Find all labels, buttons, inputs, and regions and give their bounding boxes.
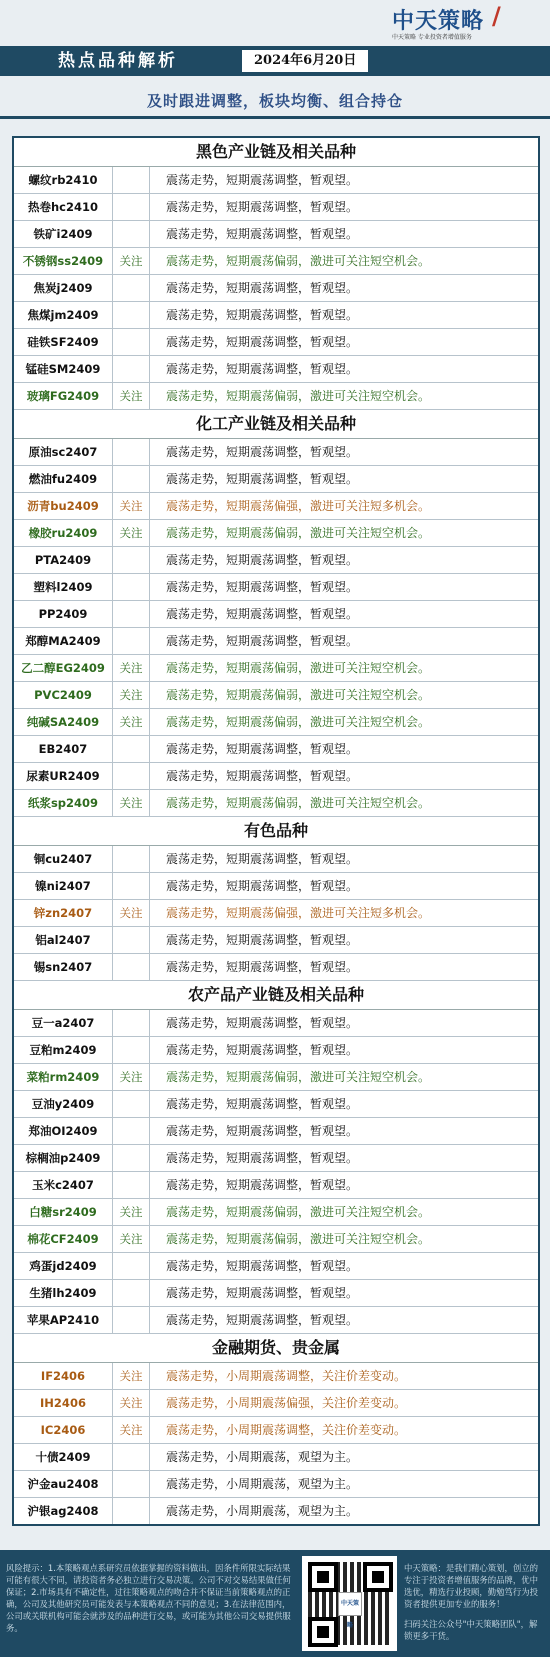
strategy-comment: 震荡走势，短期震荡偏弱，激进可关注短空机会。 bbox=[166, 389, 431, 403]
focus-tag: 关注 bbox=[113, 709, 150, 735]
section-header: 农产品产业链及相关品种 bbox=[14, 981, 538, 1010]
contract-name: 棕榈油p2409 bbox=[14, 1145, 113, 1171]
strategy-comment: 震荡走势，短期震荡偏弱，激进可关注短空机会。 bbox=[166, 688, 431, 702]
section-header: 有色品种 bbox=[14, 817, 538, 846]
focus-tag bbox=[113, 167, 150, 193]
section-header: 黑色产业链及相关品种 bbox=[14, 138, 538, 167]
strategy-comment: 震荡走势，小周期震荡，观望为主。 bbox=[166, 1504, 359, 1518]
strategy-comment: 震荡走势，短期震荡调整，暂观望。 bbox=[166, 933, 359, 947]
strategy-comment: 震荡走势，短期震荡调整，暂观望。 bbox=[166, 769, 359, 783]
table-row bbox=[14, 329, 538, 356]
table-row bbox=[14, 547, 538, 574]
strategy-comment: 震荡走势，短期震荡调整，暂观望。 bbox=[166, 607, 359, 621]
focus-tag: 关注 bbox=[113, 1226, 150, 1252]
contract-name: 螺纹rb2410 bbox=[14, 167, 113, 193]
table-row bbox=[14, 1010, 538, 1037]
focus-tag bbox=[113, 1037, 150, 1063]
focus-tag bbox=[113, 1172, 150, 1198]
strategy-comment: 震荡走势，短期震荡调整，暂观望。 bbox=[166, 472, 359, 486]
strategy-comment: 震荡走势，短期震荡调整，暂观望。 bbox=[166, 308, 359, 322]
table-row bbox=[14, 221, 538, 248]
strategy-comment: 震荡走势，短期震荡偏弱，激进可关注短空机会。 bbox=[166, 1205, 431, 1219]
contract-name: 豆粕m2409 bbox=[14, 1037, 113, 1063]
focus-tag bbox=[113, 1091, 150, 1117]
strategy-comment: 震荡走势，小周期震荡调整，关注价差变动。 bbox=[166, 1423, 407, 1437]
report-subtitle: 及时跟进调整，板块均衡、组合持仓 bbox=[146, 92, 403, 110]
focus-tag: 关注 bbox=[113, 1064, 150, 1090]
strategy-comment: 震荡走势，短期震荡偏弱，激进可关注短空机会。 bbox=[166, 526, 431, 540]
focus-tag bbox=[113, 1145, 150, 1171]
focus-tag bbox=[113, 302, 150, 328]
focus-tag bbox=[113, 1280, 150, 1306]
contract-name: 郑油OI2409 bbox=[14, 1118, 113, 1144]
logo-tagline: 中天策略 专业投资者增值服务 bbox=[392, 34, 472, 41]
focus-tag: 关注 bbox=[113, 900, 150, 926]
contract-name: 玉米c2407 bbox=[14, 1172, 113, 1198]
strategy-comment: 震荡走势，短期震荡偏弱，激进可关注短空机会。 bbox=[166, 254, 431, 268]
focus-tag bbox=[113, 574, 150, 600]
strategy-comment: 震荡走势，短期震荡偏弱，激进可关注短空机会。 bbox=[166, 1232, 431, 1246]
footer bbox=[0, 1550, 550, 1657]
table-row bbox=[14, 356, 538, 383]
focus-tag: 关注 bbox=[113, 520, 150, 546]
focus-tag: 关注 bbox=[113, 383, 150, 409]
table-row bbox=[14, 1471, 538, 1498]
section-header: 化工产业链及相关品种 bbox=[14, 410, 538, 439]
contract-name: 原油sc2407 bbox=[14, 439, 113, 465]
table-row bbox=[14, 628, 538, 655]
focus-tag: 关注 bbox=[113, 1363, 150, 1389]
strategy-comment: 震荡走势，小周期震荡，观望为主。 bbox=[166, 1450, 359, 1464]
strategy-comment: 震荡走势，短期震荡调整，暂观望。 bbox=[166, 1259, 359, 1273]
strategy-comment: 震荡走势，短期震荡调整，暂观望。 bbox=[166, 281, 359, 295]
table-row bbox=[14, 790, 538, 817]
contract-name: 郑醇MA2409 bbox=[14, 628, 113, 654]
brand-logo bbox=[392, 4, 510, 44]
contract-name: IC2406 bbox=[14, 1417, 113, 1443]
contract-name: 焦煤jm2409 bbox=[14, 302, 113, 328]
contract-name: 沥青bu2409 bbox=[14, 493, 113, 519]
strategy-comment: 震荡走势，短期震荡调整，暂观望。 bbox=[166, 1313, 359, 1327]
focus-tag bbox=[113, 1118, 150, 1144]
table-row bbox=[14, 682, 538, 709]
table-row bbox=[14, 1498, 538, 1524]
focus-tag bbox=[113, 275, 150, 301]
focus-tag bbox=[113, 1307, 150, 1333]
table-row bbox=[14, 954, 538, 981]
strategy-comment: 震荡走势，短期震荡偏弱，激进可关注短空机会。 bbox=[166, 796, 431, 810]
logo-wordmark: 中天策略 bbox=[392, 9, 485, 34]
contract-name: 尿素UR2409 bbox=[14, 763, 113, 789]
contract-name: 橡胶ru2409 bbox=[14, 520, 113, 546]
contract-name: 锡sn2407 bbox=[14, 954, 113, 980]
focus-tag bbox=[113, 194, 150, 220]
analysis-table bbox=[12, 136, 540, 1526]
focus-tag bbox=[113, 1253, 150, 1279]
focus-tag: 关注 bbox=[113, 1390, 150, 1416]
focus-tag bbox=[113, 439, 150, 465]
strategy-comment: 震荡走势，短期震荡调整，暂观望。 bbox=[166, 445, 359, 459]
strategy-comment: 震荡走势，短期震荡调整，暂观望。 bbox=[166, 1178, 359, 1192]
contract-name: 铝al2407 bbox=[14, 927, 113, 953]
table-row bbox=[14, 927, 538, 954]
table-row bbox=[14, 194, 538, 221]
contract-name: 锌zn2407 bbox=[14, 900, 113, 926]
table-row bbox=[14, 1064, 538, 1091]
qr-finder-icon bbox=[308, 1562, 338, 1592]
table-row bbox=[14, 1145, 538, 1172]
table-row bbox=[14, 1363, 538, 1390]
strategy-comment: 震荡走势，短期震荡调整，暂观望。 bbox=[166, 852, 359, 866]
contract-name: 乙二醇EG2409 bbox=[14, 655, 113, 681]
table-row bbox=[14, 302, 538, 329]
logo-slash-icon: / bbox=[492, 2, 501, 30]
strategy-comment: 震荡走势，短期震荡调整，暂观望。 bbox=[166, 742, 359, 756]
focus-tag bbox=[113, 628, 150, 654]
contract-name: 塑料l2409 bbox=[14, 574, 113, 600]
focus-tag: 关注 bbox=[113, 1199, 150, 1225]
header bbox=[0, 0, 550, 122]
table-row bbox=[14, 1091, 538, 1118]
contract-name: EB2407 bbox=[14, 736, 113, 762]
strategy-comment: 震荡走势，短期震荡调整，暂观望。 bbox=[166, 1043, 359, 1057]
strategy-comment: 震荡走势，小周期震荡，观望为主。 bbox=[166, 1477, 359, 1491]
table-row bbox=[14, 1307, 538, 1334]
focus-tag bbox=[113, 954, 150, 980]
contract-name: 纯碱SA2409 bbox=[14, 709, 113, 735]
focus-tag bbox=[113, 736, 150, 762]
focus-tag bbox=[113, 1010, 150, 1036]
contract-name: 热卷hc2410 bbox=[14, 194, 113, 220]
qr-finder-icon bbox=[363, 1562, 393, 1592]
report-date: 2024年6月20日 bbox=[242, 50, 368, 72]
contract-name: 鸡蛋jd2409 bbox=[14, 1253, 113, 1279]
strategy-comment: 震荡走势，短期震荡调整，暂观望。 bbox=[166, 960, 359, 974]
focus-tag bbox=[113, 466, 150, 492]
focus-tag: 关注 bbox=[113, 1417, 150, 1443]
table-row bbox=[14, 167, 538, 194]
qr-code-icon[interactable] bbox=[302, 1556, 397, 1651]
table-row bbox=[14, 1390, 538, 1417]
table-row bbox=[14, 601, 538, 628]
focus-tag: 关注 bbox=[113, 248, 150, 274]
table-row bbox=[14, 655, 538, 682]
strategy-comment: 震荡走势，短期震荡调整，暂观望。 bbox=[166, 1016, 359, 1030]
contract-name: 豆一a2407 bbox=[14, 1010, 113, 1036]
table-row bbox=[14, 763, 538, 790]
strategy-comment: 震荡走势，短期震荡调整，暂观望。 bbox=[166, 634, 359, 648]
table-row bbox=[14, 466, 538, 493]
table-row bbox=[14, 1280, 538, 1307]
contract-name: 豆油y2409 bbox=[14, 1091, 113, 1117]
table-row bbox=[14, 383, 538, 410]
contract-name: 不锈钢ss2409 bbox=[14, 248, 113, 274]
focus-tag bbox=[113, 601, 150, 627]
contract-name: 沪银ag2408 bbox=[14, 1498, 113, 1524]
table-row bbox=[14, 709, 538, 736]
strategy-comment: 震荡走势，短期震荡偏弱，激进可关注短空机会。 bbox=[166, 1070, 431, 1084]
contract-name: 镍ni2407 bbox=[14, 873, 113, 899]
focus-tag bbox=[113, 1444, 150, 1470]
focus-tag bbox=[113, 221, 150, 247]
strategy-comment: 震荡走势，短期震荡调整，暂观望。 bbox=[166, 362, 359, 376]
table-row bbox=[14, 873, 538, 900]
strategy-comment: 震荡走势，短期震荡调整，暂观望。 bbox=[166, 553, 359, 567]
contract-name: IH2406 bbox=[14, 1390, 113, 1416]
strategy-comment: 震荡走势，小周期震荡调整，关注价差变动。 bbox=[166, 1369, 407, 1383]
strategy-comment: 震荡走势，短期震荡偏弱，激进可关注短空机会。 bbox=[166, 715, 431, 729]
contract-name: PTA2409 bbox=[14, 547, 113, 573]
contract-name: 十债2409 bbox=[14, 1444, 113, 1470]
strategy-comment: 震荡走势，短期震荡调整，暂观望。 bbox=[166, 879, 359, 893]
contract-name: 锰硅SM2409 bbox=[14, 356, 113, 382]
strategy-comment: 震荡走势，短期震荡调整，暂观望。 bbox=[166, 335, 359, 349]
contract-name: 铁矿i2409 bbox=[14, 221, 113, 247]
strategy-comment: 震荡走势，短期震荡偏弱，激进可关注短空机会。 bbox=[166, 661, 431, 675]
focus-tag bbox=[113, 329, 150, 355]
qr-finder-icon bbox=[308, 1617, 338, 1647]
focus-tag: 关注 bbox=[113, 655, 150, 681]
contract-name: PVC2409 bbox=[14, 682, 113, 708]
contract-name: 硅铁SF2409 bbox=[14, 329, 113, 355]
table-row bbox=[14, 574, 538, 601]
brand-info bbox=[404, 1562, 544, 1642]
table-row bbox=[14, 275, 538, 302]
focus-tag bbox=[113, 1471, 150, 1497]
subtitle-divider bbox=[0, 116, 550, 119]
contract-name: 生猪lh2409 bbox=[14, 1280, 113, 1306]
table-row bbox=[14, 439, 538, 466]
focus-tag bbox=[113, 356, 150, 382]
brand-about: 中天策略：是我们精心策划，创立的专注于投资者增值服务的品牌，优中选优，精选行业投顾，勤勉笃行为投资者提供更加专业的服务！ bbox=[404, 1563, 538, 1609]
focus-tag bbox=[113, 873, 150, 899]
strategy-comment: 震荡走势，短期震荡调整，暂观望。 bbox=[166, 227, 359, 241]
table-row bbox=[14, 736, 538, 763]
contract-name: PP2409 bbox=[14, 601, 113, 627]
table-row bbox=[14, 1253, 538, 1280]
strategy-comment: 震荡走势，小周期震荡偏强，关注价差变动。 bbox=[166, 1396, 407, 1410]
table-row bbox=[14, 248, 538, 275]
focus-tag bbox=[113, 547, 150, 573]
strategy-comment: 震荡走势，短期震荡调整，暂观望。 bbox=[166, 1286, 359, 1300]
focus-tag bbox=[113, 1498, 150, 1524]
table-row bbox=[14, 1444, 538, 1471]
contract-name: 沪金au2408 bbox=[14, 1471, 113, 1497]
contract-name: 棉花CF2409 bbox=[14, 1226, 113, 1252]
table-row bbox=[14, 1037, 538, 1064]
focus-tag: 关注 bbox=[113, 790, 150, 816]
strategy-comment: 震荡走势，短期震荡调整，暂观望。 bbox=[166, 1097, 359, 1111]
contract-name: 菜粕rm2409 bbox=[14, 1064, 113, 1090]
strategy-comment: 震荡走势，短期震荡调整，暂观望。 bbox=[166, 580, 359, 594]
contract-name: IF2406 bbox=[14, 1363, 113, 1389]
table-row bbox=[14, 1172, 538, 1199]
table-row bbox=[14, 1417, 538, 1444]
focus-tag bbox=[113, 846, 150, 872]
table-row bbox=[14, 1199, 538, 1226]
strategy-comment: 震荡走势，短期震荡调整，暂观望。 bbox=[166, 1151, 359, 1165]
qr-logo: 中天策略 bbox=[338, 1592, 362, 1616]
table-row bbox=[14, 900, 538, 927]
strategy-comment: 震荡走势，短期震荡偏强，激进可关注短多机会。 bbox=[166, 499, 431, 513]
contract-name: 铜cu2407 bbox=[14, 846, 113, 872]
contract-name: 纸浆sp2409 bbox=[14, 790, 113, 816]
page-title: 热点品种解析 bbox=[58, 51, 178, 71]
contract-name: 玻璃FG2409 bbox=[14, 383, 113, 409]
table-row bbox=[14, 520, 538, 547]
contract-name: 焦炭j2409 bbox=[14, 275, 113, 301]
strategy-comment: 震荡走势，短期震荡调整，暂观望。 bbox=[166, 173, 359, 187]
contract-name: 燃油fu2409 bbox=[14, 466, 113, 492]
contract-name: 白糖sr2409 bbox=[14, 1199, 113, 1225]
focus-tag: 关注 bbox=[113, 493, 150, 519]
strategy-comment: 震荡走势，短期震荡调整，暂观望。 bbox=[166, 200, 359, 214]
table-row bbox=[14, 846, 538, 873]
table-row bbox=[14, 1118, 538, 1145]
focus-tag bbox=[113, 927, 150, 953]
strategy-comment: 震荡走势，短期震荡调整，暂观望。 bbox=[166, 1124, 359, 1138]
contract-name: 苹果AP2410 bbox=[14, 1307, 113, 1333]
focus-tag: 关注 bbox=[113, 682, 150, 708]
section-header: 金融期货、贵金属 bbox=[14, 1334, 538, 1363]
strategy-comment: 震荡走势，短期震荡偏强，激进可关注短多机会。 bbox=[166, 906, 431, 920]
table-row bbox=[14, 1226, 538, 1253]
focus-tag bbox=[113, 763, 150, 789]
follow-prompt: 扫码关注公众号"中天策略团队"，解锁更多干货。 bbox=[404, 1619, 538, 1641]
risk-disclaimer: 风险提示：1.本策略观点系研究员依据掌握的资料做出，因条件所限实际结果可能有很大不同，请投资者务必独立进行交易决策。公司不对交易结果做任何保证；2.市场具有不确定性，过往策略观点的吻合并不保证当前策略观点的正确，公司及其他研究员可能发表与本策略观点不同的意见；3.在法律范围内，公司或关联机构可能会就涉及的品种进行交易，或可能为其他公司交易提供服务。 bbox=[6, 1563, 291, 1633]
table-row bbox=[14, 493, 538, 520]
